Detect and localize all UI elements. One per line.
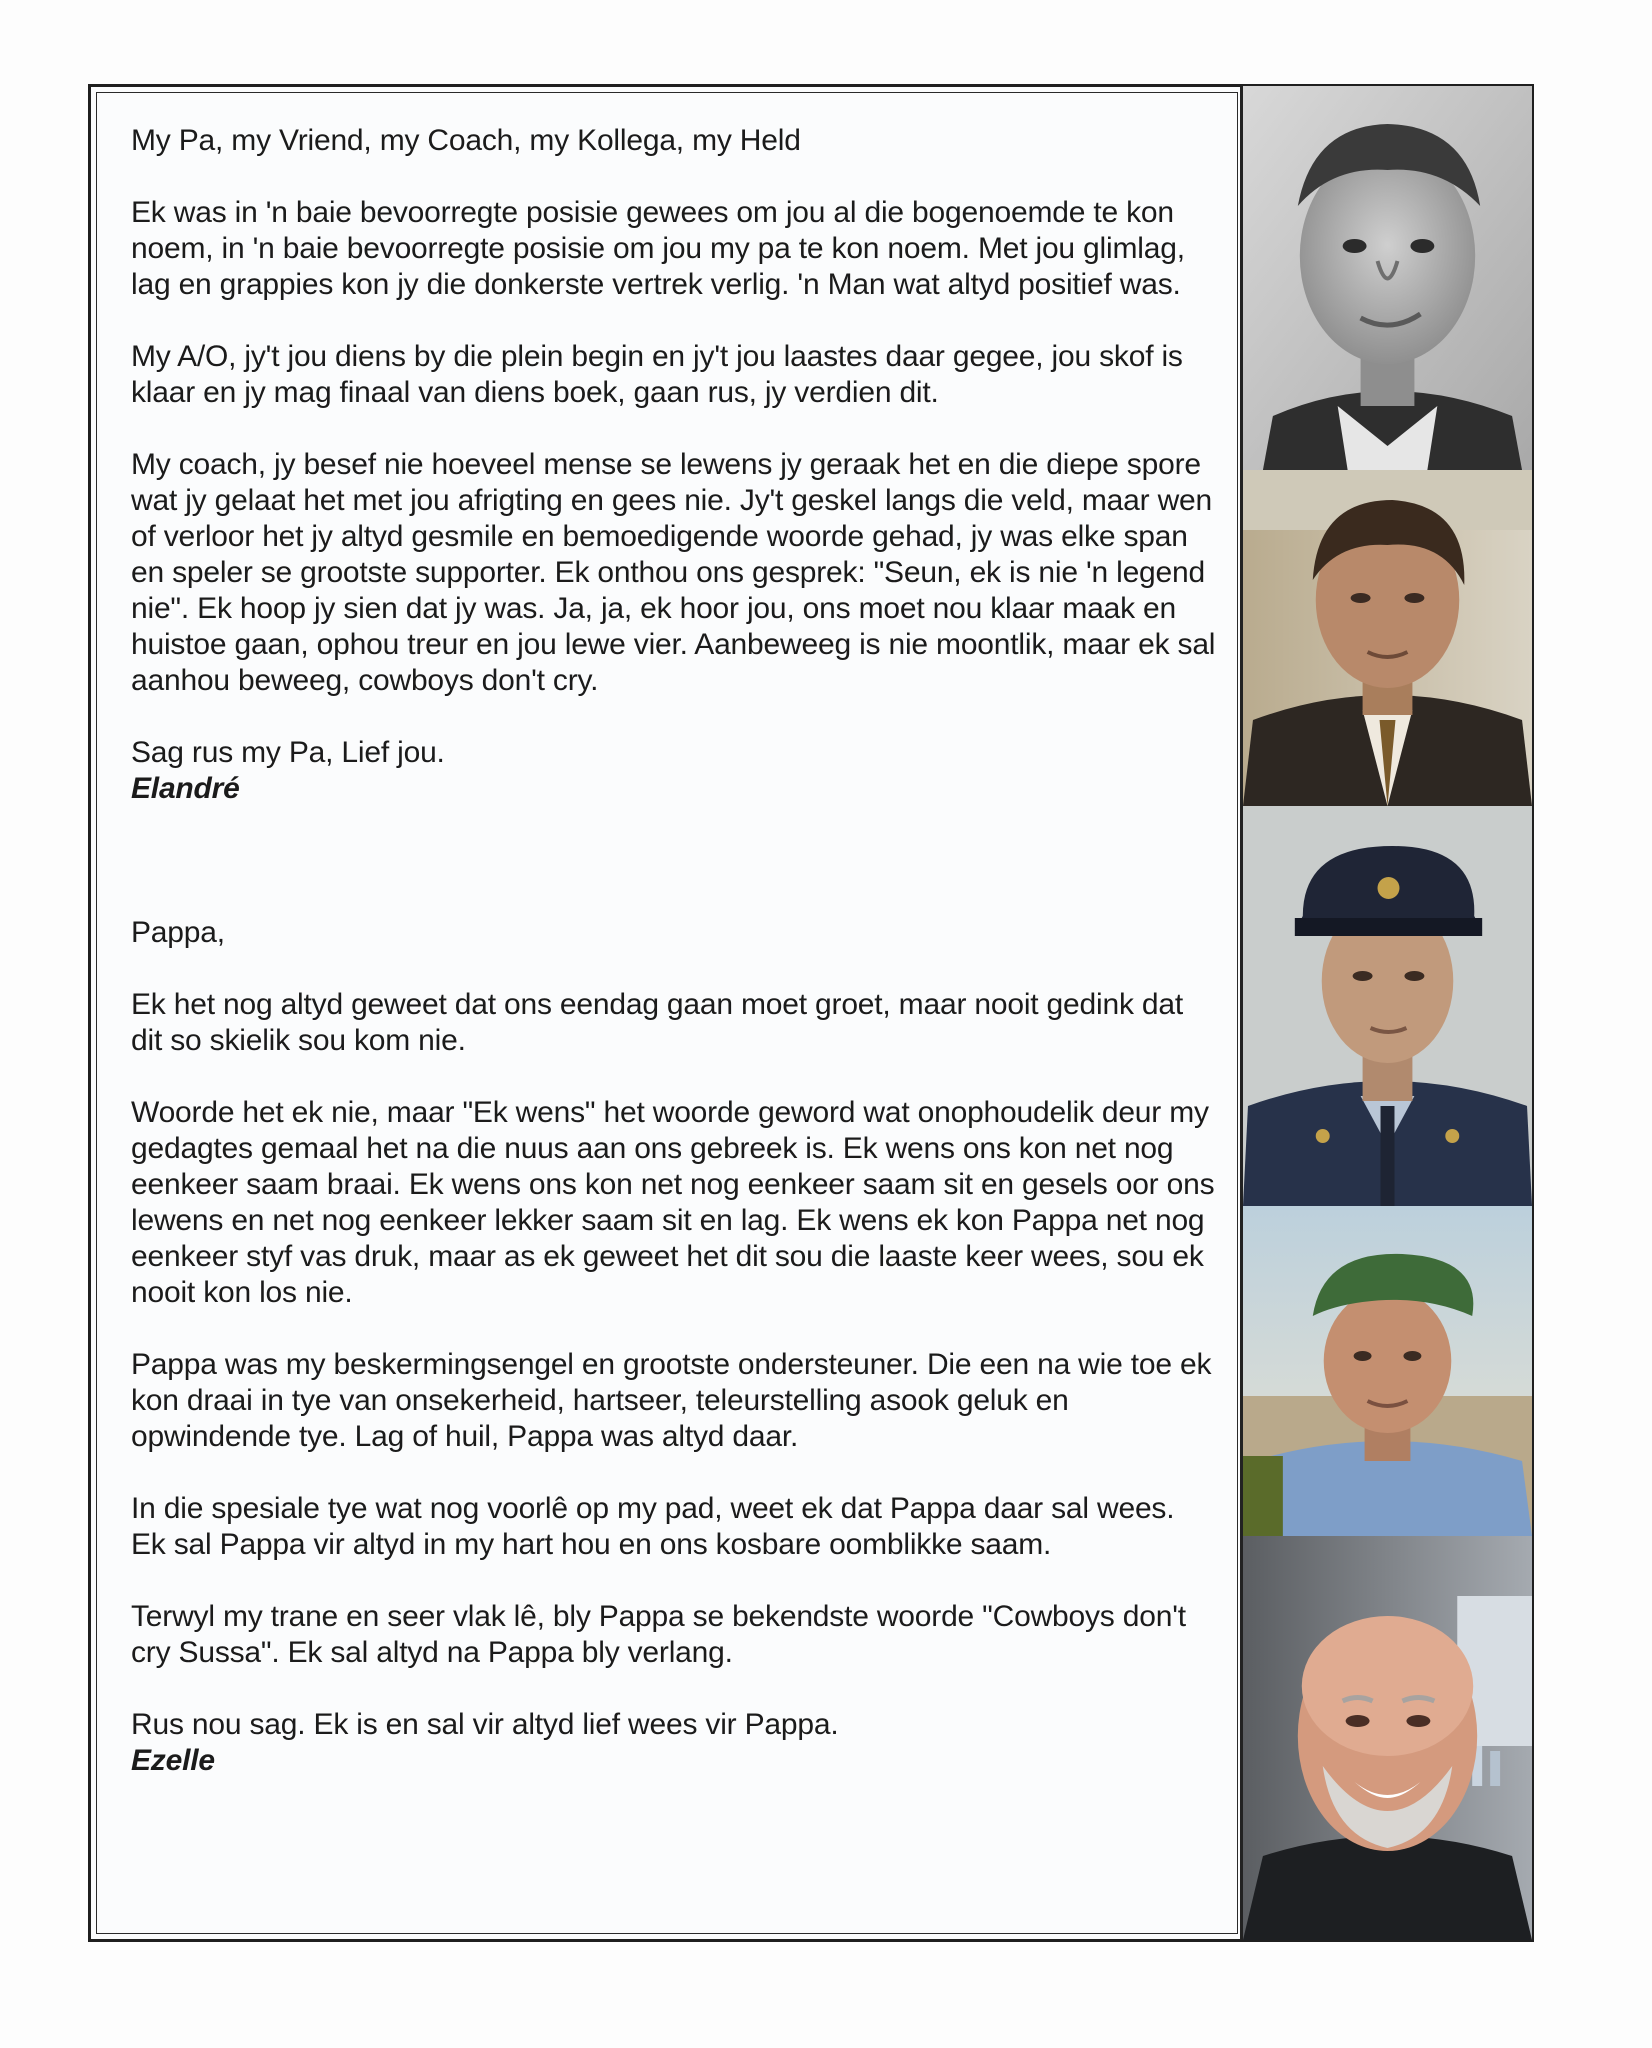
closing-line: Rus nou sag. Ek is en sal vir altyd lief wees vir Pappa. <box>131 1708 839 1741</box>
closing-line: Sag rus my Pa, Lief jou. <box>131 736 445 769</box>
photo-strip <box>1240 86 1532 1940</box>
paragraph: Terwyl my trane en seer vlak lê, bly Pappa se bekendste woorde "Cowboys don't cry Sussa". Ek sal altyd na Pappa bly verlang. <box>131 1600 1186 1669</box>
photo-older-man-smiling <box>1243 1536 1532 1940</box>
greeting: Pappa, <box>131 916 225 949</box>
paragraph: Ek was in 'n baie bevoorregte posisie gewees om jou al die bogenoemde te kon noem, in 'n baie bevoorregte posisie om jou my pa te kon noem. Met jou glimlag, lag en grappies kon jy die donkerste vertrek verlig. 'n Man wat altyd positief was. <box>131 196 1185 301</box>
photo-young-man-suit <box>1243 470 1532 806</box>
signature: Elandré <box>131 772 240 805</box>
signature: Ezelle <box>131 1744 215 1777</box>
photo-childhood-portrait <box>1243 86 1532 470</box>
paragraph: My coach, jy besef nie hoeveel mense se lewens jy geraak het en die diepe spore wat jy gelaat het met jou afrigting en gees nie. Jy't geskel langs die veld, maar wen of verloor het jy altyd gesmile en bemoedigende woorde gehad, jy was elke span en speler se grootste supporter. Ek onthou ons gesprek: "Seun, ek is nie 'n legend nie". Ek hoop jy sien dat jy was. Ja, ja, ek hoor jou, ons moet nou klaar maak en huistoe gaan, ophou treur en jou lewe vier. Aanbeweeg is nie moontlik, maar ek sal aanhou beweeg, cowboys don't cry. <box>131 448 1216 697</box>
photo-green-beret <box>1243 1206 1532 1536</box>
paragraph: Woorde het ek nie, maar "Ek wens" het woorde geword wat onophoudelik deur my gedagtes gemaal het na die nuus aan ons gebreek is. Ek wens ons kon net nog eenkeer saam braai. Ek wens ons kon net nog eenkeer saam sit en gesels oor ons lewens en net nog eenkeer lekker saam sit en lag. Ek wens ek kon Pappa net nog eenkeer styf vas druk, maar as ek geweet het dit sou die laaste keer wees, sou ek nooit kon los nie. <box>131 1096 1215 1309</box>
letter-from-elandre <box>131 123 1217 807</box>
paragraph: My A/O, jy't jou diens by die plein begin en jy't jou laastes daar gegee, jou skof is klaar en jy mag finaal van diens boek, gaan rus, jy verdien dit. <box>131 340 1183 409</box>
letter-panel <box>96 92 1238 1934</box>
paragraph: Pappa was my beskermingsengel en grootste ondersteuner. Die een na wie toe ek kon draai in tye van onsekerheid, hartseer, teleurstelling asook geluk en opwindende tye. Lag of huil, Pappa was altyd daar. <box>131 1348 1212 1453</box>
letter-from-ezelle <box>131 915 1217 1779</box>
paragraph: In die spesiale tye wat nog voorlê op my pad, weet ek dat Pappa daar sal wees. Ek sal Pappa vir altyd in my hart hou en ons kosbare oomblikke saam. <box>131 1492 1175 1561</box>
letter-heading: My Pa, my Vriend, my Coach, my Kollega, my Held <box>131 124 801 157</box>
paragraph: Ek het nog altyd geweet dat ons eendag gaan moet groet, maar nooit gedink dat dit so skielik sou kom nie. <box>131 988 1184 1057</box>
photo-police-uniform <box>1243 806 1532 1206</box>
